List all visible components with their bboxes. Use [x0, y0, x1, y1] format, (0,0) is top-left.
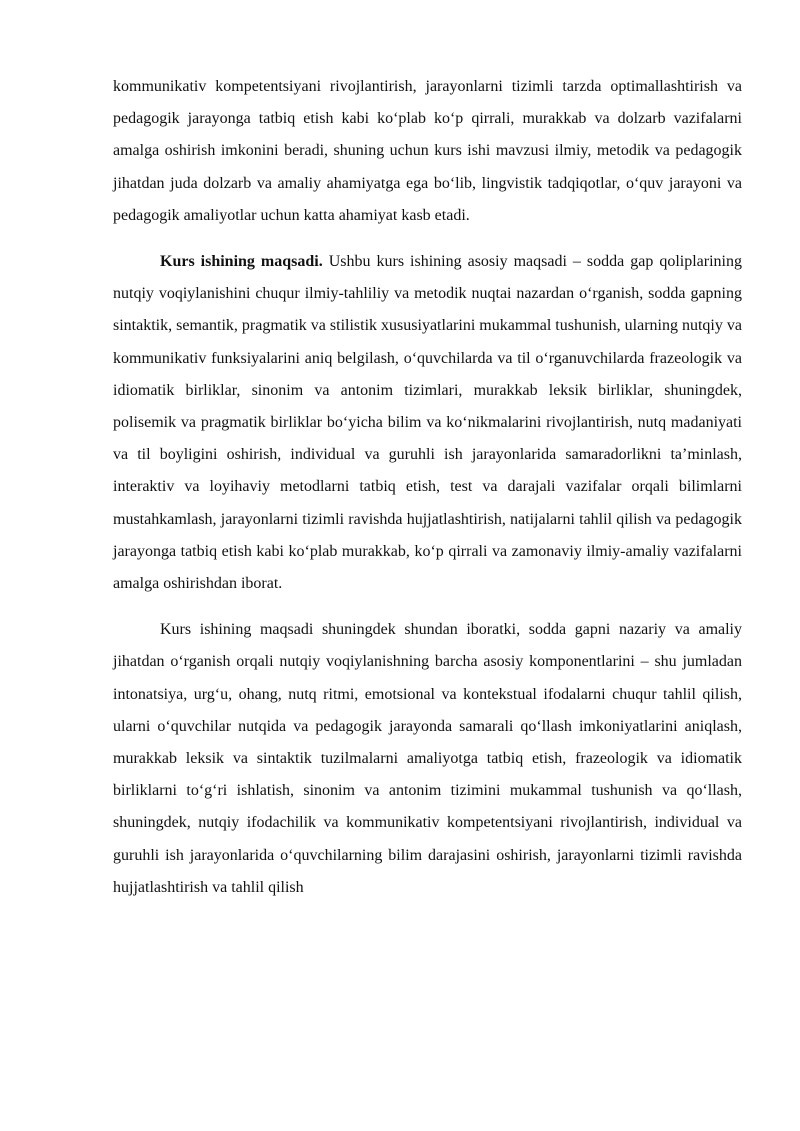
paragraph-text: Kurs ishining maqsadi shuningdek shundan iboratki, sodda gapni nazariy va amaliy jihatdan o‘rganish orqali nutqiy voqiylanishning barcha asosiy komponentlarini – shu jumladan intonatsiya, urg‘u, ohang, nutq ritmi, emotsional va kontekstual ifodalarni chuqur tahlil qilish, ularni o‘quvchilar nutqida va pedagogik jarayonda samarali qo‘llash imkoniyatlarini aniqlash, murakkab leksik va sintaktik tuzilmalarni amaliyotga tatbiq etish, frazeologik va idiomatik birliklarni to‘g‘ri ishlatish, sinonim va antonim tizimini mukammal tushunish va qo‘llash, shuningdek, nutqiy ifodachilik va kommunikativ kompetentsiyani rivojlantirish, individual va guruhli ish jarayonlarida o‘quvchilarning bilim darajasini oshirish, jarayonlarni tizimli ravishda hujjatlashtirish va tahlil qilish [113, 621, 742, 896]
paragraph-goal [113, 246, 742, 600]
paragraph-text: Ushbu kurs ishining asosiy maqsadi – sodda gap qoliplarining nutqiy voqiylanishini chuqur ilmiy-tahliliy va metodik nuqtai nazardan o‘rganish, sodda gapning sintaktik, semantik, pragmatik va stilistik xususiyatlarini mukammal tushunish, ularning nutqiy va kommunikativ funksiyalarini aniq belgilash, o‘quvchilarda va til o‘rganuvchilarda frazeologik va idiomatik birliklar, sinonim va antonim tizimlari, murakkab leksik birliklar, shuningdek, polisemik va pragmatik birliklar bo‘yicha bilim va ko‘nikmalarini rivojlantirish, nutq madaniyati va til boyligini oshirish, individual va guruhli ish jarayonlarida samaradorlikni ta’minlash, interaktiv va loyihaviy metodlarni tatbiq etish, test va darajali vazifalar orqali bilimlarni mustahkamlash, jarayonlarni tizimli ravishda hujjatlashtirish, natijalarni tahlil qilish va pedagogik jarayonga tatbiq etish kabi ko‘plab murakkab, ko‘p qirrali va zamonaviy ilmiy-amaliy vazifalarni amalga oshirishdan iborat. [113, 253, 742, 593]
paragraph-continuation [113, 71, 742, 232]
paragraph-heading: Kurs ishining maqsadi. [160, 253, 323, 271]
paragraph-goal-extended [113, 614, 742, 904]
document-body [113, 71, 742, 918]
paragraph-text: kommunikativ kompetentsiyani rivojlantirish, jarayonlarni tizimli tarzda optimallashtirish va pedagogik jarayonga tatbiq etish kabi ko‘plab ko‘p qirrali, murakkab va dolzarb vazifalarni amalga oshirish imkonini beradi, shuning uchun kurs ishi mavzusi ilmiy, metodik va pedagogik jihatdan juda dolzarb va amaliy ahamiyatga ega bo‘lib, lingvistik tadqiqotlar, o‘quv jarayoni va pedagogik amaliyotlar uchun katta ahamiyat kasb etadi. [113, 78, 742, 224]
